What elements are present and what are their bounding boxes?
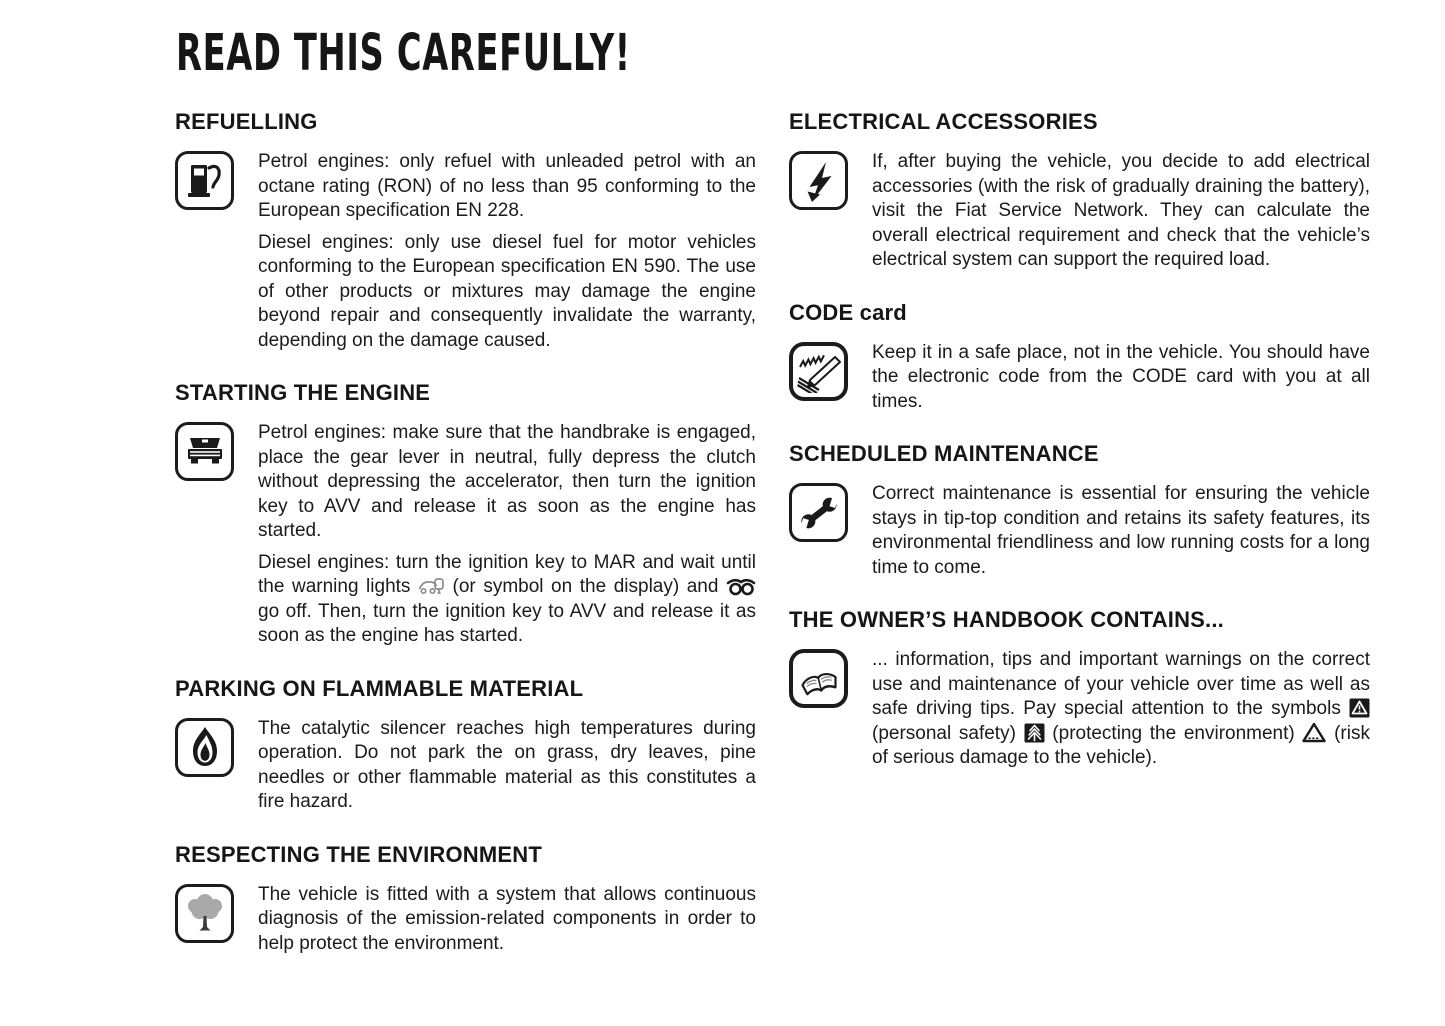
code-card-icon	[789, 342, 848, 401]
handbook-heading: THE OWNER’S HANDBOOK CONTAINS...	[789, 607, 1224, 632]
section-starting-engine	[175, 380, 756, 649]
maintenance-heading: SCHEDULED MAINTENANCE	[789, 441, 1099, 466]
section-electrical-accessories	[789, 109, 1370, 273]
environment-protection-symbol	[1024, 723, 1045, 743]
lightning-bolt-icon	[789, 151, 848, 210]
icon-cell	[175, 883, 258, 943]
environment-heading: RESPECTING THE ENVIRONMENT	[175, 841, 543, 867]
icon-cell	[175, 150, 258, 210]
open-book-icon	[789, 649, 848, 708]
icon-cell	[789, 648, 872, 708]
glow-plug-icon	[726, 578, 756, 596]
text-segment: (protecting the environment)	[1044, 722, 1303, 744]
refuelling-body	[258, 150, 756, 353]
text-segment: ... information, tips and important warnings on the correct use and maintenance of your vehicle over time as well as safe driving tips. Pay special attention to the symbols	[872, 649, 1370, 719]
section-respecting-environment	[175, 842, 756, 957]
paragraph: The vehicle is fitted with a system that allows continuous diagnosis of the emission-related components in order to help protect the environment.	[258, 883, 756, 954]
section-refuelling	[175, 109, 756, 353]
icon-cell	[789, 482, 872, 542]
icon-cell	[789, 341, 872, 401]
section-code-card	[789, 300, 1370, 415]
paragraph: Correct maintenance is essential for ensuring the vehicle stays in tip-top condition and retains its safety features, its environmental friendliness and low running costs for a long time to come.	[872, 483, 1370, 578]
paragraph-with-symbols	[258, 551, 756, 649]
injection-warning-icon	[418, 576, 445, 596]
code-card-body	[872, 341, 1370, 415]
text-segment: go off. Then, turn the ignition key to AVV and release it as soon as the engine has started.	[258, 600, 756, 646]
icon-cell	[175, 717, 258, 777]
icon-cell	[789, 150, 872, 210]
paragraph: The catalytic silencer reaches high temperatures during operation. Do not park the on grass, dry leaves, pine needles or other flammable material as this constitutes a fire hazard.	[258, 717, 756, 812]
electrical-body	[872, 150, 1370, 273]
electrical-heading: ELECTRICAL ACCESSORIES	[789, 109, 1098, 134]
paragraph-with-symbols	[872, 648, 1370, 771]
maintenance-body	[872, 482, 1370, 580]
flame-icon	[175, 718, 234, 777]
starting-engine-body	[258, 421, 756, 649]
paragraph: If, after buying the vehicle, you decide to add electrical accessories (with the risk of gradually draining the battery), visit the Fiat Service Network. They can calculate the overall electrical requirement and check that the vehicle’s electrical system can support the required load.	[872, 151, 1370, 270]
paragraph: Petrol engines: make sure that the handbrake is engaged, place the gear lever in neutral, fully depress the clutch without depressing the accelerator, then turn the ignition key to AVV and release it as soon as the engine has started.	[258, 422, 756, 541]
paragraph: Petrol engines: only refuel with unleaded petrol with an octane rating (RON) of no less than 95 conforming to the European specification EN 228.	[258, 151, 756, 221]
fuel-pump-icon	[175, 151, 234, 210]
paragraph: Keep it in a safe place, not in the vehicle. You should have the electronic code from the CODE card with you at all times.	[872, 341, 1370, 412]
icon-cell	[175, 421, 258, 481]
text-segment: (risk of serious damage to the vehicle).	[872, 722, 1370, 768]
parking-heading: PARKING ON FLAMMABLE MATERIAL	[175, 675, 584, 701]
parking-body	[258, 717, 756, 815]
starting-engine-heading: STARTING THE ENGINE	[175, 380, 431, 405]
page-title: READ THIS CAREFULLY!	[176, 24, 631, 83]
section-scheduled-maintenance	[789, 441, 1370, 580]
left-column	[175, 109, 756, 983]
handbook-body	[872, 648, 1370, 771]
vehicle-damage-symbol	[1302, 722, 1326, 743]
tree-icon	[175, 884, 234, 943]
wrench-icon	[789, 483, 848, 542]
car-front-icon	[175, 422, 234, 481]
text-segment: (personal safety)	[872, 722, 1024, 744]
right-column	[789, 109, 1370, 798]
text-segment: (or symbol on the display) and	[444, 576, 726, 597]
refuelling-heading: REFUELLING	[175, 109, 318, 134]
personal-safety-symbol	[1349, 698, 1370, 718]
environment-body	[258, 883, 756, 957]
text-segment: Diesel engines: turn the ignition key to MAR and wait until the warning lights	[258, 551, 756, 597]
section-parking-flammable	[175, 676, 756, 815]
section-owners-handbook	[789, 607, 1370, 771]
paragraph: Diesel engines: only use diesel fuel for motor vehicles conforming to the European specification EN 590. The use of other products or mixtures may damage the engine beyond repair and consequently invalidate the warranty, depending on the damage caused.	[258, 231, 756, 351]
code-card-heading: CODE card	[789, 299, 907, 325]
